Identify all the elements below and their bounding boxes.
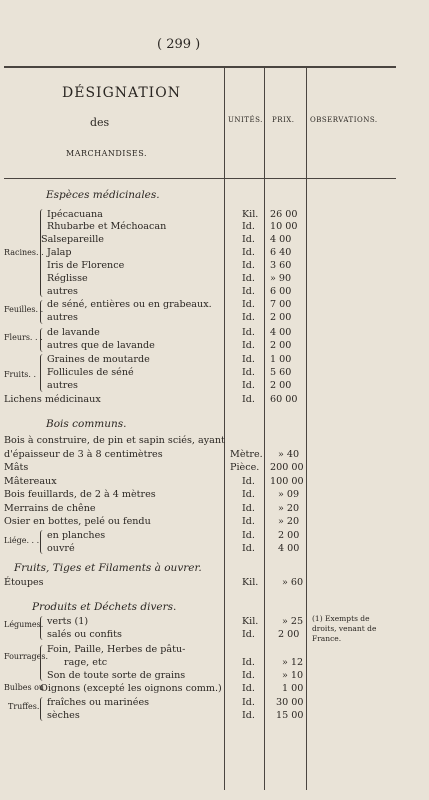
row-unit: Id. [242,340,255,351]
row-label: Graines de moutarde [47,354,150,365]
row-unit: Id. [242,354,255,365]
row-label: Mâts [4,462,29,473]
section-produits: Produits et Déchets divers. [32,601,177,613]
row-label: Foin, Paille, Herbes de pâtu- [47,644,186,655]
row-price: » 60 [282,577,304,588]
row-label: Bois à construire, de pin et sapin sciés, ayant [4,435,225,446]
section-bois: Bois communs. [46,418,127,430]
row-price: 7 00 [270,299,292,310]
row-price: 6 40 [270,247,292,258]
row-price: 100 00 [270,476,304,487]
brace-fourrages [40,645,44,681]
row-price: 15 00 [276,710,304,721]
row-unit: Id. [242,327,255,338]
row-unit: Id. [242,260,255,271]
section-fruits: Fruits, Tiges et Filaments à ouvrer. [14,562,202,574]
row-label: autres que de lavande [47,340,155,351]
row-label: Réglisse [47,273,88,284]
row-price: » 20 [278,516,300,527]
row-price: 1 00 [270,354,292,365]
row-label: Osier en bottes, pelé ou fendu [4,516,151,527]
row-price: 26 00 [270,209,298,220]
row-unit: Kil. [242,209,259,220]
row-unit: Id. [242,380,255,391]
group-truffes: Truffes. [8,702,40,711]
row-unit: Id. [242,516,255,527]
section-especes: Espèces médicinales. [46,189,160,201]
row-unit: Id. [242,683,255,694]
row-unit: Kil. [242,616,259,627]
row-label: Lichens médicinaux [4,394,101,405]
header-des: des [90,116,110,129]
row-label: Jalap [47,247,72,258]
row-label: sèches [47,710,80,721]
row-price: 10 00 [270,221,298,232]
row-label: Son de toute sorte de grains [47,670,186,681]
row-price: 2 00 [270,312,292,323]
row-unit: Kil. [242,577,259,588]
row-unit: Id. [242,394,255,405]
row-unit: Id. [242,312,255,323]
group-liege: Liége. . . [4,536,40,545]
group-fourrages: Fourrages. [4,652,49,661]
observation-note: (1) Exempts de droits, venant de France. [312,614,377,643]
row-price: 6 00 [270,286,292,297]
row-label: Iris de Florence [47,260,125,271]
row-label: ouvré [47,543,75,554]
row-unit: Id. [242,543,255,554]
row-label: Mâtereaux [4,476,57,487]
row-unit: Id. [242,503,255,514]
row-price: » 10 [282,670,304,681]
row-unit: Id. [242,710,255,721]
row-unit: Id. [242,629,255,640]
row-unit: Id. [242,670,255,681]
row-label: fraîches ou marinées [47,697,150,708]
brace-feuilles [40,300,44,324]
brace-liege [40,530,44,554]
row-price: 60 00 [270,394,298,405]
row-unit: Id. [242,247,255,258]
brace-legumes [40,616,44,640]
row-unit: Id. [242,273,255,284]
page-number: ( 299 ) [157,37,201,52]
column-rule-3 [306,66,307,790]
brace-truffes [40,697,44,721]
row-label: rage, etc [64,657,108,668]
row-price: » 12 [282,657,304,668]
row-price: 2 00 [278,530,300,541]
brace-fruits [40,354,44,392]
row-price: » 20 [278,503,300,514]
row-label: de lavande [47,327,100,338]
row-unit: Id. [242,286,255,297]
row-label: de séné, entières ou en grabeaux. [47,299,212,310]
row-price: 2 00 [270,340,292,351]
row-unit: Mètre. [230,449,263,460]
group-fruits: Fruits. . [4,370,37,379]
row-unit: Id. [242,530,255,541]
brace-racines [40,209,44,297]
group-legumes: Légumes. [4,620,44,629]
row-price: » 40 [278,449,300,460]
row-price: 5 60 [270,367,292,378]
column-rule-2 [264,66,265,790]
row-label: Étoupes [4,577,44,588]
row-price: » 09 [278,489,300,500]
row-label: Merrains de chêne [4,503,96,514]
row-unit: Id. [242,489,255,500]
row-price: 30 00 [276,697,304,708]
row-unit: Id. [242,367,255,378]
header-designation: DÉSIGNATION [62,85,181,101]
row-label: autres [47,380,78,391]
row-label: en planches [47,530,106,541]
row-unit: Id. [242,234,255,245]
header-bottom-rule [4,178,396,179]
row-label: verts (1) [47,616,89,627]
row-label: salés ou confits [47,629,122,640]
row-label: autres [47,312,78,323]
row-label: Salsepareille [41,234,104,245]
row-price: » 25 [282,616,304,627]
row-price: » 90 [270,273,292,284]
header-unites: UNITÉS. [228,116,263,124]
row-price: 4 00 [270,327,292,338]
row-price: 2 00 [278,629,300,640]
header-marchandises: MARCHANDISES. [66,149,147,158]
column-rule-1 [224,66,225,790]
row-price: 4 00 [278,543,300,554]
row-label: Rhubarbe et Méchoacan [47,221,167,232]
group-fleurs: Fleurs. . . [4,333,43,342]
row-label: autres [47,286,78,297]
row-label: Ipécacuana [47,209,103,220]
row-label: Follicules de séné [47,367,134,378]
row-price: 200 00 [270,462,304,473]
row-unit: Id. [242,476,255,487]
brace-fleurs [40,328,44,352]
row-unit: Pièce. [230,462,260,473]
row-price: 4 00 [270,234,292,245]
header-prix: PRIX. [272,116,295,124]
header-observations: OBSERVATIONS. [310,116,378,124]
group-feuilles: Feuilles. . [4,305,44,314]
row-unit: Id. [242,657,255,668]
row-price: 1 00 [282,683,304,694]
group-racines: Racines. . [4,248,44,257]
row-price: 2 00 [270,380,292,391]
row-unit: Id. [242,221,255,232]
group-bulbes: Bulbes ou [4,683,45,692]
row-label: d'épaisseur de 3 à 8 centimètres [4,449,163,460]
header-top-rule [4,66,396,68]
row-unit: Id. [242,697,255,708]
row-label: Bois feuillards, de 2 à 4 mètres [4,489,156,500]
row-price: 3 60 [270,260,292,271]
row-label: Oignons (excepté les oignons comm.) [40,683,222,694]
row-unit: Id. [242,299,255,310]
